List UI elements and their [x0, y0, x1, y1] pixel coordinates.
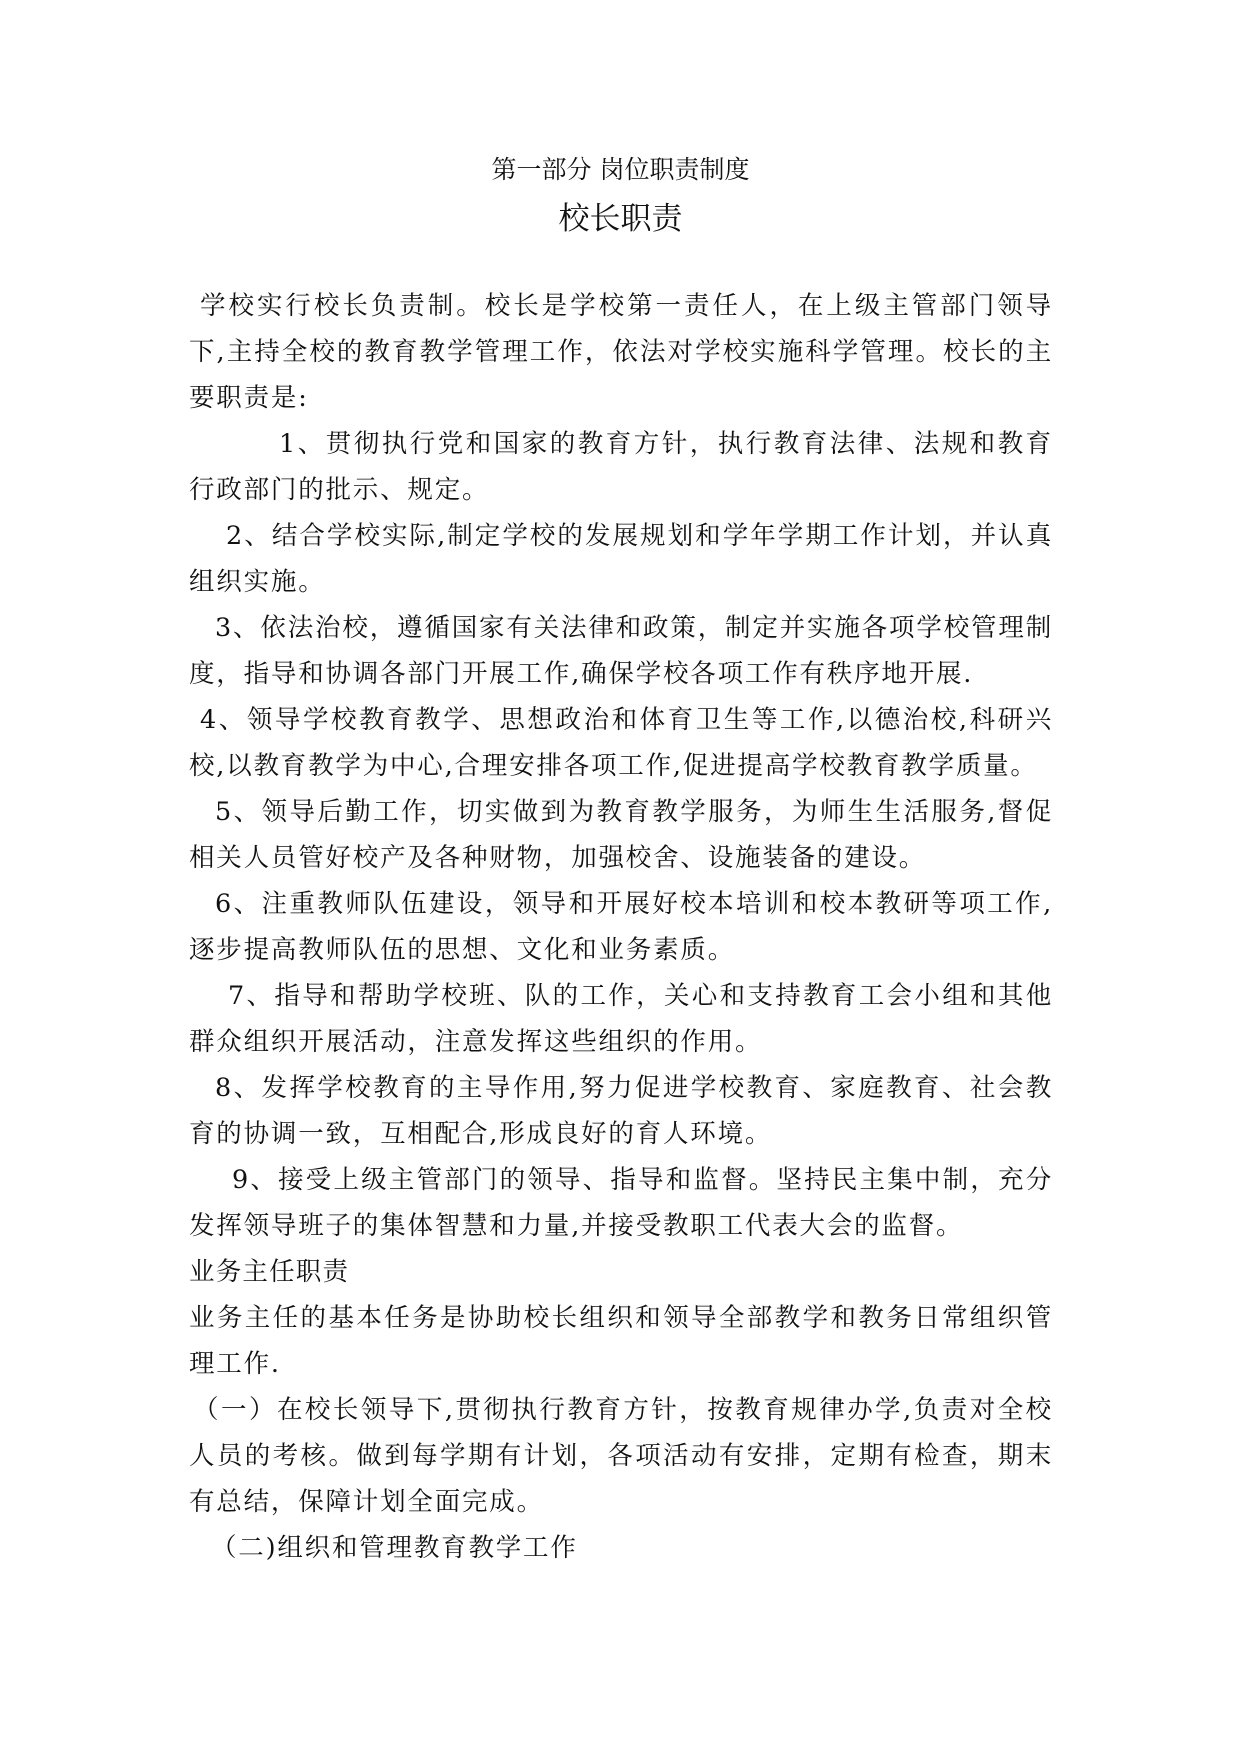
director-duty-1: （一）在校长领导下,贯彻执行教育方针，按教育规律办学,负责对全校人员的考核。做到每学期有计划，各项活动有安排，定期有检查，期末有总结，保障计划全面完成。: [189, 1395, 1053, 1517]
principal-duty-3: 3、依法治校，遵循国家有关法律和政策，制定并实施各项学校管理制度，指导和协调各部门开展工作,确保学校各项工作有秩序地开展.: [189, 613, 1053, 689]
document-body: [189, 283, 1053, 1571]
principal-duty-9: 9、接受上级主管部门的领导、指导和监督。坚持民主集中制，充分发挥领导班子的集体智慧和力量,并接受教职工代表大会的监督。: [189, 1165, 1053, 1241]
section-title: 第一部分 岗位职责制度: [491, 155, 750, 184]
principal-duty-7: 7、指导和帮助学校班、队的工作，关心和支持教育工会小组和其他群众组织开展活动，注意发挥这些组织的作用。: [189, 981, 1053, 1057]
principal-duty-6: 6、注重教师队伍建设，领导和开展好校本培训和校本教研等项工作,逐步提高教师队伍的思想、文化和业务素质。: [189, 889, 1053, 965]
director-duty-2: （二)组织和管理教育教学工作: [211, 1533, 578, 1563]
principal-duty-5: 5、领导后勤工作，切实做到为教育教学服务，为师生生活服务,督促相关人员管好校产及各种财物，加强校舍、设施装备的建设。: [189, 797, 1053, 873]
principal-duty-4: 4、领导学校教育教学、思想政治和体育卫生等工作,以德治校,科研兴校,以教育教学为中心,合理安排各项工作,促进提高学校教育教学质量。: [189, 705, 1053, 781]
document-title: 校长职责: [558, 201, 683, 237]
intro-paragraph: 学校实行校长负责制。校长是学校第一责任人，在上级主管部门领导下,主持全校的教育教学管理工作，依法对学校实施科学管理。校长的主要职责是:: [189, 291, 1053, 413]
principal-duty-8: 8、发挥学校教育的主导作用,努力促进学校教育、家庭教育、社会教育的协调一致，互相配合,形成良好的育人环境。: [189, 1073, 1053, 1149]
principal-duty-1: 1、贯彻执行党和国家的教育方针，执行教育法律、法规和教育行政部门的批示、规定。: [189, 429, 1053, 505]
subsection-title: 业务主任职责: [189, 1257, 350, 1287]
subsection-intro: 业务主任的基本任务是协助校长组织和领导全部教学和教务日常组织管理工作.: [189, 1303, 1053, 1379]
principal-duty-2: 2、结合学校实际,制定学校的发展规划和学年学期工作计划，并认真组织实施。: [189, 521, 1053, 597]
